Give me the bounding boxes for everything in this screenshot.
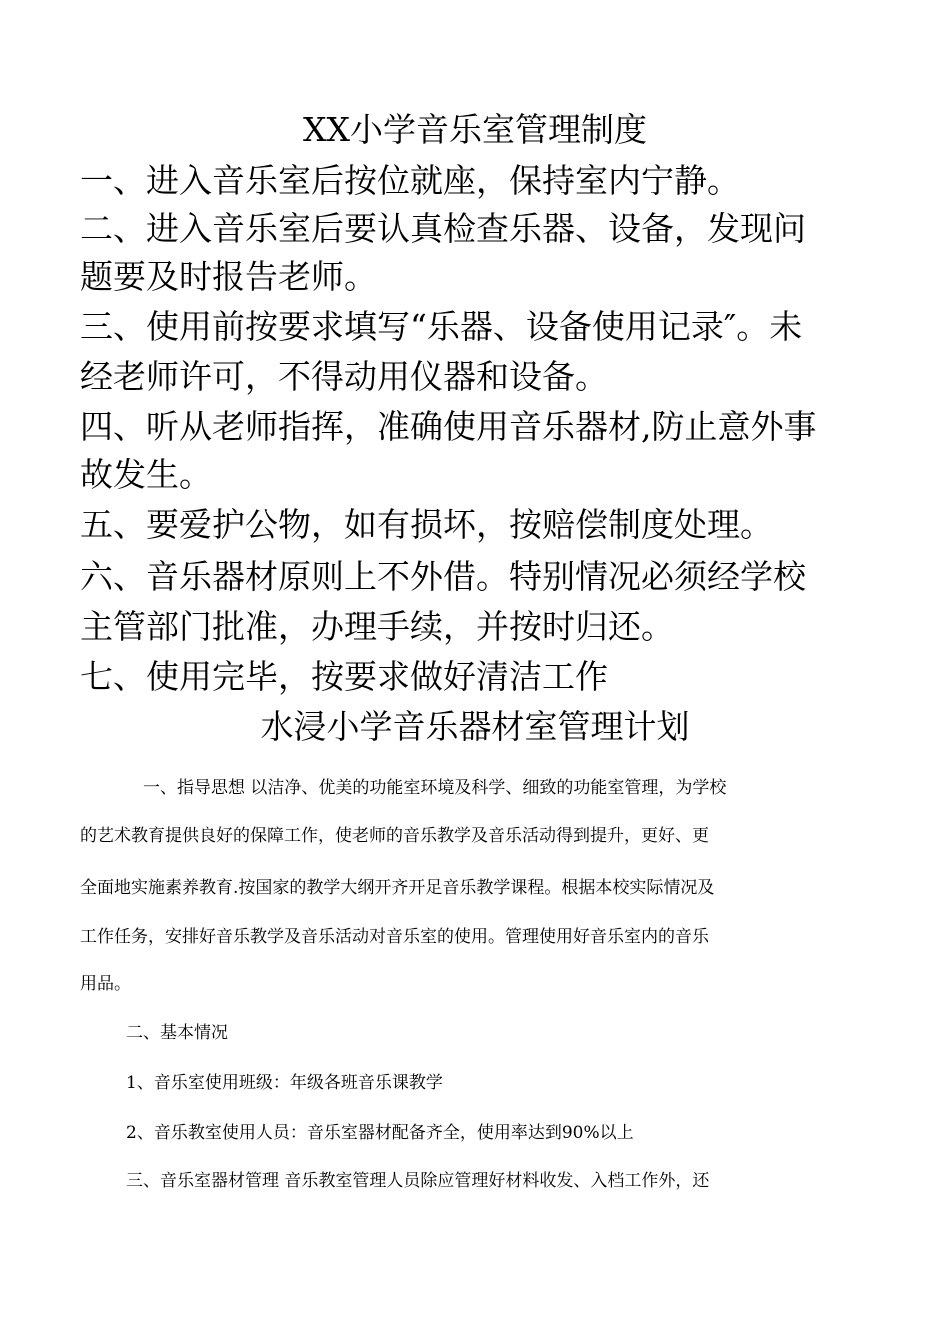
- plan-line: 三、音乐室器材管理 音乐教室管理人员除应管理好材料收发、入档工作外，还: [126, 1171, 710, 1191]
- rule-line: 题要及时报告老师。: [80, 257, 377, 296]
- plan-line: 的艺术教育提供良好的保障工作，使老师的音乐教学及音乐活动得到提升，更好、更: [80, 826, 709, 846]
- rule-line: 三、使用前按要求填写“乐器、设备使用记录″。未: [80, 307, 803, 346]
- rule-line: 四、听从老师指挥，准确使用音乐器材,防止意外事: [80, 407, 817, 446]
- rule-line: 一、进入音乐室后按位就座，保持室内宁静。: [80, 161, 740, 200]
- rule-line: 故发生。: [80, 455, 212, 494]
- rules-title: XX小学音乐室管理制度: [303, 110, 647, 149]
- rule-line: 五、要爱护公物，如有损坏，按赔偿制度处理。: [80, 505, 773, 544]
- rule-line: 主管部门批准，办理手续，并按时归还。: [80, 607, 674, 646]
- rule-line: 七、使用完毕，按要求做好清洁工作: [80, 657, 608, 696]
- plan-title: 水浸小学音乐器材室管理计划: [260, 707, 690, 746]
- plan-line: 1、音乐室使用班级：年级各班音乐课教学: [126, 1073, 443, 1093]
- plan-line: 工作任务，安排好音乐教学及音乐活动对音乐室的使用。管理使用好音乐室内的音乐: [80, 927, 709, 947]
- rule-line: 经老师许可，不得动用仪器和设备。: [80, 357, 608, 396]
- plan-line: 全面地实施素养教育.按国家的教学大纲开齐开足音乐教学课程。根据本校实际情况及: [80, 878, 715, 898]
- rule-line: 六、音乐器材原则上不外借。特别情况必须经学校: [80, 557, 806, 596]
- plan-line: 用品。: [80, 974, 131, 994]
- plan-line: 2、音乐教室使用人员：音乐室器材配备齐全，使用率达到90%以上: [126, 1123, 634, 1143]
- rule-line: 二、进入音乐室后要认真检查乐器、设备，发现问: [80, 209, 806, 248]
- plan-line: 一、指导思想 以洁净、优美的功能室环境及科学、细致的功能室管理，为学校: [126, 778, 727, 798]
- plan-line: 二、基本情况: [126, 1023, 228, 1043]
